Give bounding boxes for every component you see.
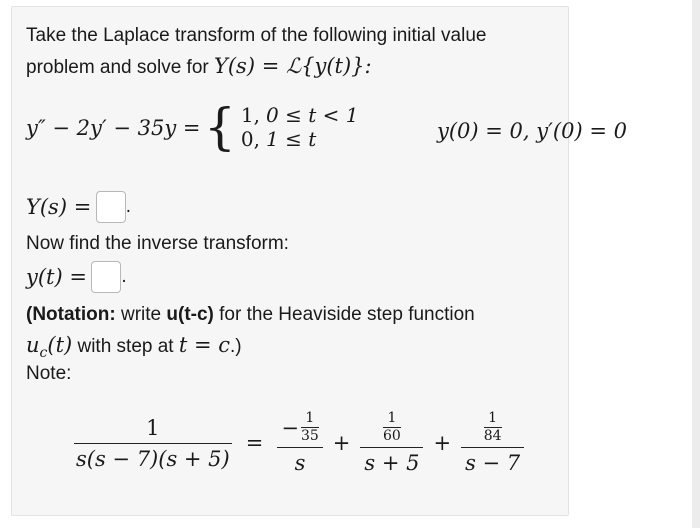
term2-fraction-bar [360,447,423,448]
problem-card [11,6,627,516]
term2-denominator: s + 5 [364,451,420,475]
answer1-suffix: . [125,196,132,217]
equals-sign: = [245,431,264,455]
problem-intro-line2 [26,54,372,79]
term1-sign: − [281,415,299,440]
notation-line2-text: with step at [72,336,179,357]
lhs-fraction [74,416,232,471]
answer1-row [26,191,131,223]
laplace-definition: Y(s) = ℒ{y(t)}: [214,54,372,78]
notation-step-func: u [26,333,40,357]
term2-fraction [360,411,423,475]
notation-line1 [26,304,475,326]
answer1-label: Y(s) = [26,195,92,219]
answer2-label: y(t) = [26,265,87,289]
partial-fraction-equation [74,411,524,475]
term3-fraction [461,411,524,475]
lhs-fraction-bar [74,443,232,444]
plus-sign-2: + [433,431,452,455]
inverse-prompt: Now find the inverse transform: [26,233,289,254]
lhs-numerator: 1 [146,415,160,440]
notation-line2 [26,333,242,361]
term1-denominator: s [294,451,306,475]
term3-numerator [480,411,506,444]
notation-step-arg: (t) [47,333,73,357]
answer2-suffix: . [121,266,127,287]
ode-lhs: y″ − 2y′ − 35y = [26,116,201,140]
notation-text-write: write [115,304,167,325]
case2-value: 0, [240,127,260,151]
term2-coef-den: 60 [383,428,401,444]
case2-condition: 1 ≤ t [266,127,317,151]
case1-condition: 0 ≤ t < 1 [266,103,359,127]
term1-fraction-bar [277,447,322,448]
term1-coef-den: 35 [300,428,319,444]
term1-coefficient [301,411,319,444]
notation-prefix: (Notation: [26,304,116,325]
piecewise-forcing [204,98,364,156]
notation-text-rest: for the Heaviside step function [213,304,475,325]
term3-denominator: s − 7 [465,451,521,475]
notation-code: u(t-c) [166,304,214,325]
term3-coef-den: 84 [483,428,502,444]
lhs-denominator: s(s − 7)(s + 5) [76,446,230,471]
piecewise-cases [241,103,365,151]
case-row-2 [241,127,365,151]
term2-coefficient [383,411,401,444]
term3-coefficient [484,411,502,444]
term1-numerator [277,411,322,444]
term2-numerator [379,411,405,444]
notation-line2-end: .) [230,336,242,357]
note-label: Note: [26,363,72,384]
term3-fraction-bar [461,447,524,448]
term1-coef-num: 1 [305,410,315,426]
problem-intro-line1: Take the Laplace transform of the following initial value [26,25,487,46]
term3-coef-num: 1 [488,410,498,426]
notation-step-sub: c [39,344,48,361]
initial-conditions: y(0) = 0, y′(0) = 0 [437,119,627,143]
answer2-input-box[interactable] [91,261,121,293]
notation-step-location: t = c [178,333,231,357]
plus-sign-1: + [332,431,351,455]
term1-fraction [277,411,322,475]
left-brace: { [204,98,236,156]
case-row-1 [241,103,365,127]
problem-intro-text: problem and solve for [26,57,214,78]
answer1-input-box[interactable] [96,191,126,223]
case1-value: 1, [240,103,260,127]
answer2-row [26,261,127,293]
term2-coef-num: 1 [387,410,397,426]
page-scrollbar[interactable] [692,0,700,528]
